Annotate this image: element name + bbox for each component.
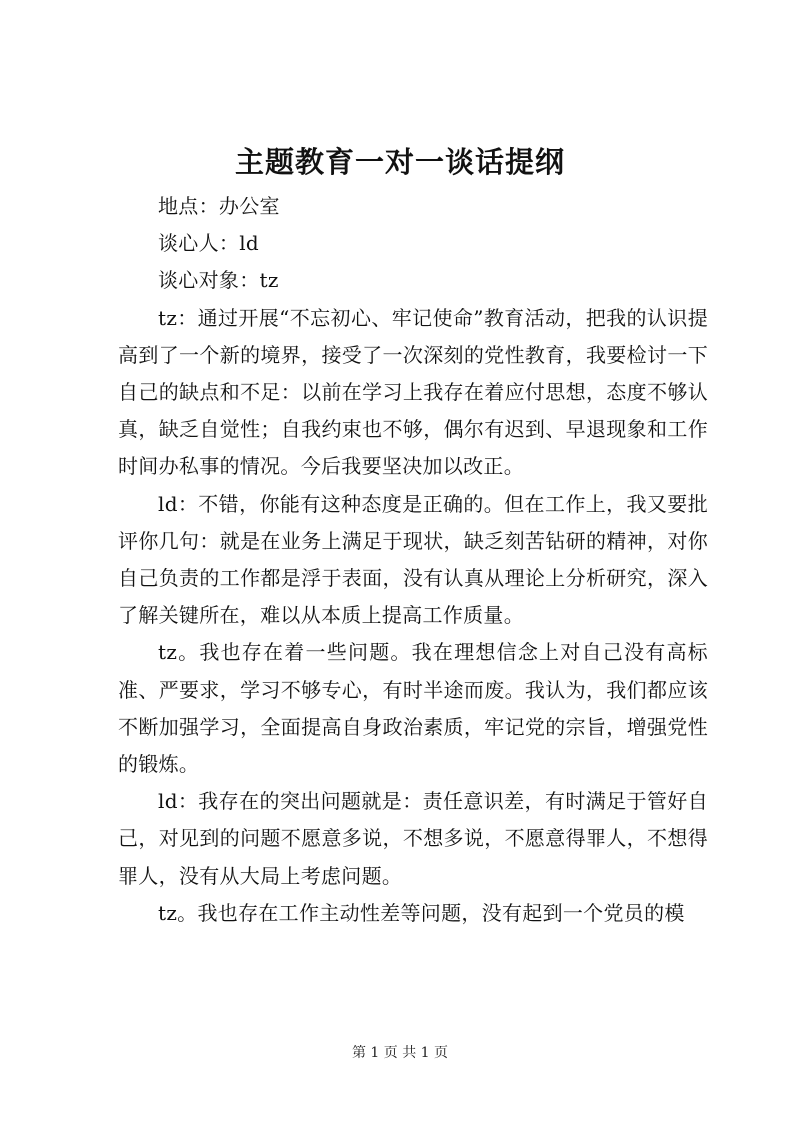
paragraph: tz。我也存在工作主动性差等问题，没有起到一个党员的模 — [158, 900, 685, 925]
meta-target: 谈心对象：tz — [158, 268, 279, 293]
meta-location: 地点：办公室 — [158, 194, 280, 218]
paragraph: tz：通过开展“不忘初心、牢记使命”教育活动，把我的认识提高到了一个新的境界，接受了一次深刻的党性教育，我要检讨一下自己的缺点和不足：以前在学习上我存在着应付思想，态度不够认真，缺乏自觉性；自我约束也不够，偶尔有迟到、早退现象和工作时间办私事的情况。今后我要坚决加以改正。 — [118, 305, 708, 479]
document-title: 主题教育一对一谈话提纲 — [234, 145, 565, 179]
paragraph: ld：不错，你能有这种态度是正确的。但在工作上，我又要批评你几句：就是在业务上满足于现状，缺乏刻苦钻研的精神，对你自己负责的工作都是浮于表面，没有认真从理论上分析研究，深入了解关键所在，难以从本质上提高工作质量。 — [118, 491, 708, 628]
paragraph: tz。我也存在着一些问题。我在理想信念上对自己没有高标准、严要求，学习不够专心，有时半途而废。我认为，我们都应该不断加强学习，全面提高自身政治素质，牢记党的宗旨，增强党性的锻炼。 — [118, 640, 708, 777]
page-footer: 第 1 页 共 1 页 — [351, 1045, 449, 1061]
paragraph: ld：我存在的突出问题就是：责任意识差，有时满足于管好自己，对见到的问题不愿意多说，不想多说，不愿意得罪人，不想得罪人，没有从大局上考虑问题。 — [118, 789, 708, 888]
document-body — [118, 188, 708, 932]
meta-talker: 谈心人：ld — [158, 231, 259, 256]
